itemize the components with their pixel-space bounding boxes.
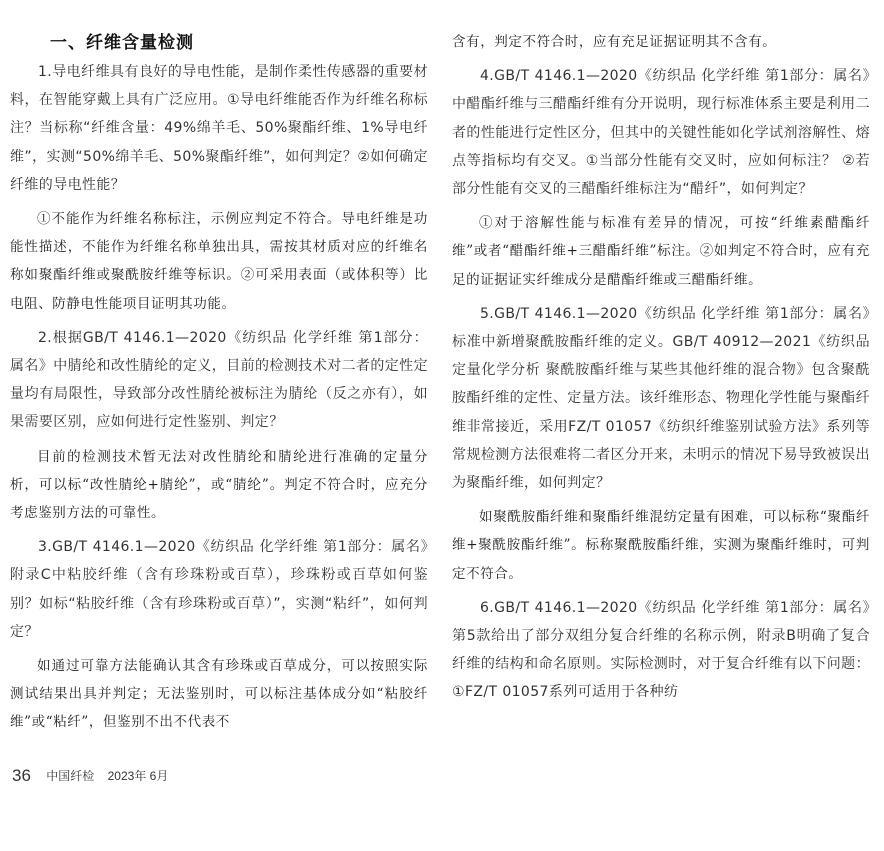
question-2: 2.根据GB/T 4146.1—2020《纺织品 化学纤维 第1部分：属名》中腈纶和改性腈纶的定义，目前的检测技术对二者的定性定量均有局限性，导致部分改性腈纶被标注为腈纶（反之亦有），如果需要区别，应如何进行定性鉴别、判定？: [10, 329, 428, 431]
page-number: 36: [12, 766, 31, 785]
issue-date: 2023年 6月: [107, 769, 169, 783]
question-1: 1.导电纤维具有良好的导电性能，是制作柔性传感器的重要材料，在智能穿戴上具有广泛应用。①导电纤维能否作为纤维名称标注？当标称“纤维含量：49%绵羊毛、50%聚酯纤维、1%导电纤维”，实测“50%绵羊毛、50%聚酯纤维”，如何判定？②如何确定纤维的导电性能？: [10, 64, 428, 193]
magazine-name: 中国纤检: [46, 769, 95, 783]
answer-5: 如聚酰胺酯纤维和聚酯纤维混纺定量有困难，可以标称“聚酯纤维+聚酰胺酯纤维”。标称聚酰胺酯纤维，实测为聚酯纤维时，可判定不符合。: [452, 509, 870, 582]
section-title: 一、纤维含量检测: [50, 33, 194, 53]
question-6: 6.GB/T 4146.1—2020《纺织品 化学纤维 第1部分：属名》第5款给出了部分双组分复合纤维的名称示例，附录B明确了复合纤维的结构和命名原则。实际检测时，对于复合纤维有以下问题：①FZ/T 01057系列可适用于各种纺: [452, 599, 870, 701]
question-4: 4.GB/T 4146.1—2020《纺织品 化学纤维 第1部分：属名》中醋酯纤维与三醋酯纤维有分开说明，现行标准体系主要是利用二者的性能进行定性区分，但其中的关键性能如化学试剂溶解性、熔点等指标均有交叉。①当部分性能有交叉时，应如何标注？ ②若部分性能有交叉的三醋酯纤维标注为“醋纤”，如何判定？: [452, 68, 870, 198]
page-footer: [12, 766, 168, 786]
answer-4: ①对于溶解性能与标准有差异的情况，可按“纤维素醋酯纤维”或者“醋酯纤维+三醋酯纤维”标注。②如判定不符合时，应有充足的证据证实纤维成分是醋酯纤维或三醋酯纤维。: [452, 215, 870, 288]
right-column: [452, 0, 870, 713]
question-5: 5.GB/T 4146.1—2020《纺织品 化学纤维 第1部分：属名》标准中新增聚酰胺酯纤维的定义。GB/T 40912—2021《纺织品 定量化学分析 聚酰胺酯纤维与某些其他纤维的混合物》包含聚酰胺酯纤维的定性、定量方法。该纤维形态、物理化学性能与聚酯纤维非常接近，采用FZ/T 01057《纺织纤维鉴别试验方法》系列等常规检测方法很难将二者区分开来，未明示的情况下易导致被误出为聚酯纤维，如何判定？: [452, 305, 870, 492]
question-3: 3.GB/T 4146.1—2020《纺织品 化学纤维 第1部分：属名》附录C中粘胶纤维（含有珍珠粉或百草），珍珠粉或百草如何鉴别？如标“粘胶纤维（含有珍珠粉或百草）”，实测“粘纤”，如何判定？: [10, 539, 428, 640]
answer-1: ①不能作为纤维名称标注，示例应判定不符合。导电纤维是功能性描述，不能作为纤维名称单独出具，需按其材质对应的纤维名称如聚酯纤维或聚酰胺纤维等标识。②可采用表面（或体积等）比电阻、防静电性能项目证明其功能。: [10, 211, 428, 312]
answer-2: 目前的检测技术暂无法对改性腈纶和腈纶进行准确的定量分析，可以标“改性腈纶+腈纶”，或“腈纶”。判定不符合时，应充分考虑鉴别方法的可靠性。: [10, 448, 428, 522]
answer-3-continued: 含有，判定不符合时，应有充足证据证明其不含有。: [452, 34, 777, 50]
answer-3: 如通过可靠方法能确认其含有珍珠或百草成分，可以按照实际测试结果出具并判定；无法鉴别时，可以标注基体成分如“粘胶纤维”或“粘纤”，但鉴别不出不代表不: [10, 658, 428, 731]
left-column: [10, 0, 428, 743]
